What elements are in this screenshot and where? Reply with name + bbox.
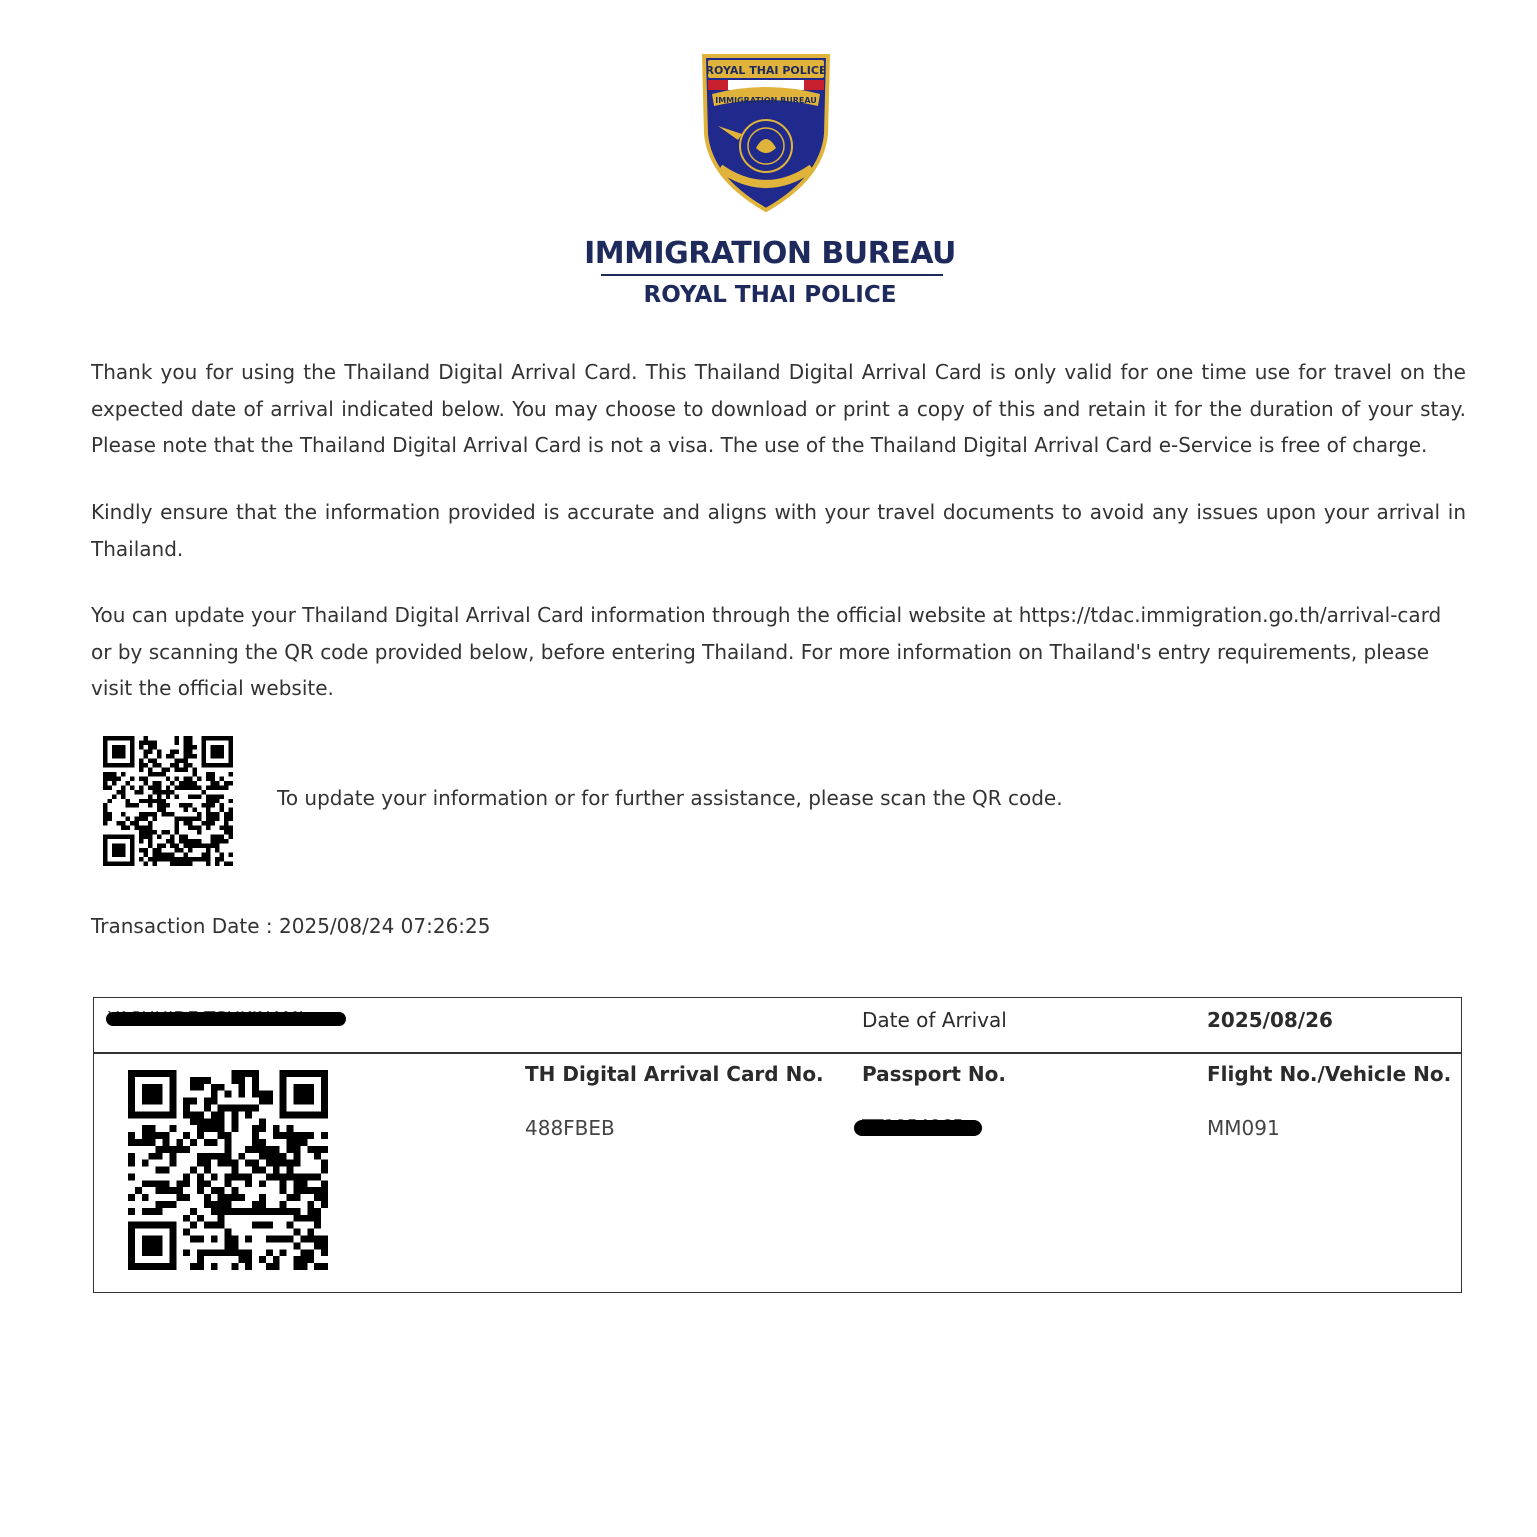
card-row-divider [94, 1052, 1461, 1054]
passport-redaction-bar [854, 1120, 982, 1136]
arrival-card-summary [93, 997, 1462, 1293]
accuracy-paragraph: Kindly ensure that the information provided is accurate and aligns with your travel documents to avoid any issues upon your arrival in Thailand. [91, 500, 1466, 561]
name-redaction-bar [106, 1012, 346, 1026]
transaction-date [91, 914, 491, 938]
intro-paragraph: Thank you for using the Thailand Digital Arrival Card. This Thailand Digital Arrival Card is only valid for one time use for travel on the expected date of arrival indicated below. You may choose to download or print a copy of this and retain it for the duration of your stay. Please note that the Thailand Digital Arrival Card is not a visa. The use of the Thailand Digital Arrival Card e-Service is free of charge. [91, 360, 1466, 457]
flight-number-value: MM091 [1207, 1116, 1280, 1140]
date-of-arrival-value: 2025/08/26 [1207, 1008, 1333, 1032]
card-number-label: TH Digital Arrival Card No. [525, 1062, 824, 1086]
svg-text:IMMIGRATION BUREAU: IMMIGRATION BUREAU [715, 96, 817, 105]
royal-thai-police-badge-logo [698, 50, 834, 214]
qr-instruction-text: To update your information or for further assistance, please scan the QR code. [277, 786, 1063, 810]
flight-number-label: Flight No./Vehicle No. [1207, 1062, 1452, 1086]
transaction-date-value: 2025/08/24 07:26:25 [279, 914, 491, 938]
svg-text:ROYAL THAI POLICE: ROYAL THAI POLICE [705, 64, 827, 77]
page-title: IMMIGRATION BUREAU [584, 236, 956, 271]
page-subtitle: ROYAL THAI POLICE [643, 282, 897, 308]
update-info-paragraph: You can update your Thailand Digital Arrival Card information through the official website at https://tdac.immigration.go.th/arrival-card or by scanning the QR code provided below, before entering Thailand. For more information on Thailand's entry requirements, please visit the official website. [91, 603, 1442, 700]
date-of-arrival-label: Date of Arrival [862, 1008, 1007, 1032]
passport-number-label: Passport No. [862, 1062, 1006, 1086]
title-underline-divider [601, 274, 943, 276]
transaction-date-label: Transaction Date : [91, 914, 273, 938]
update-qr-code[interactable] [103, 736, 233, 866]
arrival-card-qr-code[interactable] [128, 1070, 328, 1270]
card-number-value: 488FBEB [525, 1116, 615, 1140]
